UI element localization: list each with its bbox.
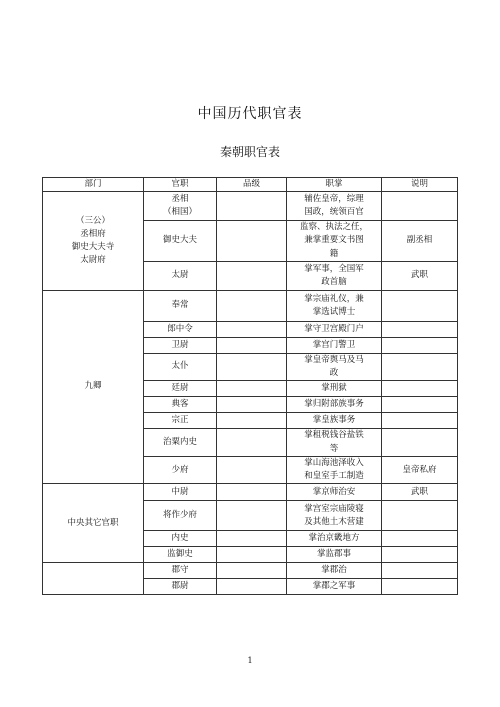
rank-cell [217,531,287,547]
rank-cell [217,337,287,353]
page-number: 1 [247,656,253,665]
dept-zhongyang: 中央其它官职 [43,484,144,563]
rank-cell [217,192,287,221]
rank-cell [217,261,287,290]
table-row [43,290,458,321]
duty-cell: 掌守卫宫殿门户 [287,321,382,337]
office-cell: 监御史 [144,547,217,563]
rank-cell [217,429,287,457]
office-cell: 将作少府 [144,501,217,531]
note-cell [382,397,458,413]
duty-cell: 掌山海池泽收入 和皇室手工制造 [287,457,382,484]
office-cell: 中尉 [144,484,217,501]
rank-cell [217,563,287,579]
note-cell [382,337,458,353]
rank-cell [217,397,287,413]
duty-cell: 掌租税钱谷盐铁 等 [287,429,382,457]
table-subtitle: 秦朝职官表 [219,145,280,159]
note-cell [382,353,458,380]
note-cell: 武职 [382,484,458,501]
note-cell: 武职 [382,261,458,290]
note-cell [382,290,458,321]
note-cell: 皇帝私府 [382,457,458,484]
note-cell [382,563,458,579]
office-cell: 少府 [144,457,217,484]
rank-cell [217,579,287,595]
rank-cell [217,547,287,563]
duty-cell: 监察、执法之任， 兼掌重要文书图 籍 [287,221,382,262]
note-cell [382,192,458,221]
duty-cell: 掌京师治安 [287,484,382,501]
duty-cell: 掌皇族事务 [287,413,382,429]
duty-cell: 掌刑狱 [287,381,382,397]
dept-sangong: （三公） 丞相府 御史大夫寺 太尉府 [43,192,144,291]
rank-cell [217,321,287,337]
note-cell: 副丞相 [382,221,458,262]
duty-cell: 掌治京畿地方 [287,531,382,547]
duty-cell: 掌皇帝舆马及马 政 [287,353,382,380]
office-cell: 内史 [144,531,217,547]
office-cell: 郡守 [144,563,217,579]
office-cell: 治粟内史 [144,429,217,457]
office-cell: 郎中令 [144,321,217,337]
table-body [43,192,458,595]
header-office: 官职 [144,178,217,192]
office-cell: 卫尉 [144,337,217,353]
officials-table [42,177,458,595]
note-cell [382,579,458,595]
note-cell [382,429,458,457]
duty-cell: 掌郡治 [287,563,382,579]
rank-cell [217,413,287,429]
office-cell: 宗正 [144,413,217,429]
note-cell [382,501,458,531]
rank-cell [217,484,287,501]
duty-cell: 掌郡之军事 [287,579,382,595]
office-cell: 郡尉 [144,579,217,595]
note-cell [382,381,458,397]
office-cell: 廷尉 [144,381,217,397]
rank-cell [217,501,287,531]
duty-cell: 掌宫室宗庙陵寝 及其他土木营建 [287,501,382,531]
office-cell: 奉常 [144,290,217,321]
note-cell [382,531,458,547]
header-department: 部门 [43,178,144,192]
note-cell [382,547,458,563]
office-cell: 太尉 [144,261,217,290]
header-duty: 职掌 [287,178,382,192]
rank-cell [217,457,287,484]
duty-cell: 掌宫门警卫 [287,337,382,353]
duty-cell: 掌军事，全国军 政首脑 [287,261,382,290]
dept-local [43,563,144,595]
rank-cell [217,290,287,321]
dept-jiuqing: 九卿 [43,290,144,484]
note-cell [382,321,458,337]
document-title: 中国历代职官表 [197,106,303,122]
duty-cell: 掌归附部族事务 [287,397,382,413]
table-header-row [43,178,458,192]
rank-cell [217,353,287,380]
duty-cell: 辅佐皇帝，综理 国政，统领百官 [287,192,382,221]
office-cell: 太仆 [144,353,217,380]
office-cell: 丞相 （相国） [144,192,217,221]
table-row [43,192,458,221]
duty-cell: 掌宗庙礼仪，兼 掌选试博士 [287,290,382,321]
office-cell: 典客 [144,397,217,413]
office-cell: 御史大夫 [144,221,217,262]
header-rank: 品级 [217,178,287,192]
table-row [43,563,458,579]
rank-cell [217,381,287,397]
note-cell [382,413,458,429]
table-row [43,484,458,501]
duty-cell: 掌监郡事 [287,547,382,563]
header-note: 说明 [382,178,458,192]
rank-cell [217,221,287,262]
